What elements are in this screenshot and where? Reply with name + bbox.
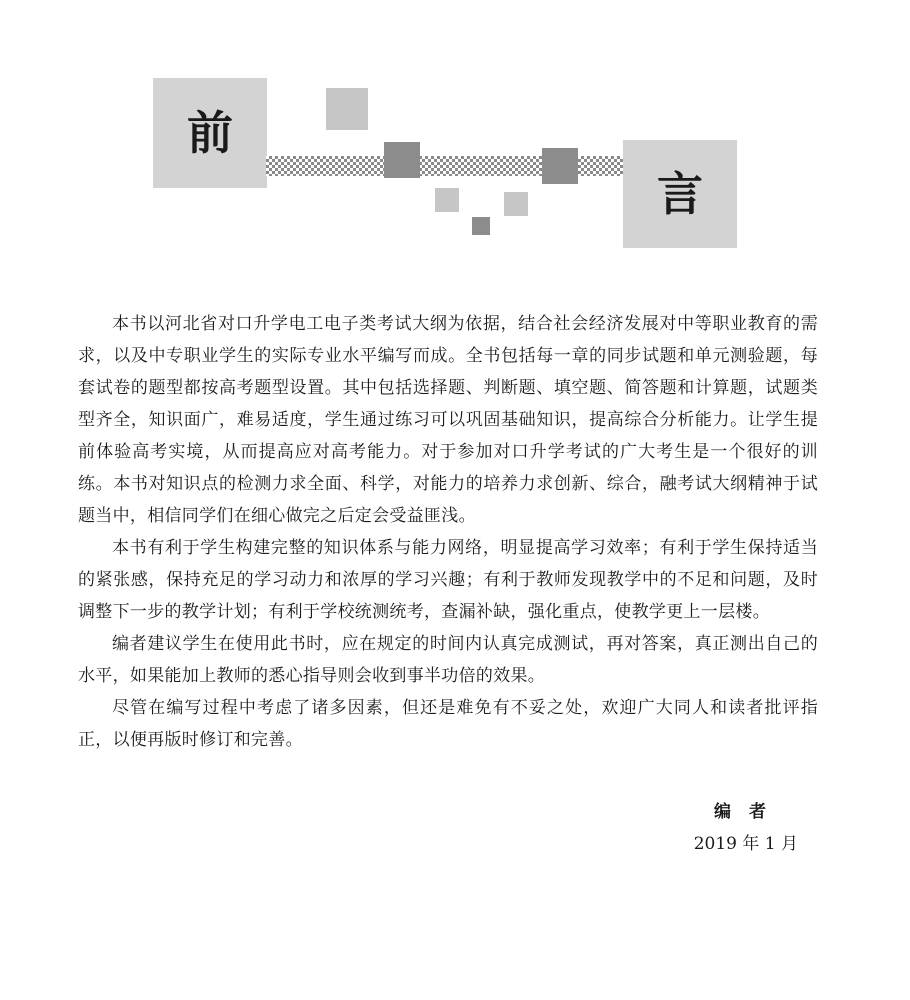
- decor-square: [504, 192, 528, 216]
- decor-square: [384, 142, 420, 178]
- title-char-right: 言: [657, 167, 703, 221]
- preface-body: [78, 308, 818, 756]
- title-box-left: [153, 78, 267, 188]
- paragraph: 本书以河北省对口升学电工电子类考试大纲为依据，结合社会经济发展对中等职业教育的需求，以及中专职业学生的实际专业水平编写而成。全书包括每一章的同步试题和单元测验题，每套试卷的题型都按高考题型设置。其中包括选择题、判断题、填空题、简答题和计算题，试题类型齐全，知识面广，难易适度，学生通过练习可以巩固基础知识，提高综合分析能力。让学生提前体验高考实境，从而提高应对高考能力。对于参加对口升学考试的广大考生是一个很好的训练。本书对知识点的检测力求全面、科学，对能力的培养力求创新、综合，融考试大纲精神于试题当中，相信同学们在细心做完之后定会受益匪浅。: [78, 314, 818, 526]
- decor-square: [435, 188, 459, 212]
- paragraph: 编者建议学生在使用此书时，应在规定的时间内认真完成测试，再对答案，真正测出自己的水平，如果能加上教师的悉心指导则会收到事半功倍的效果。: [78, 634, 818, 686]
- paragraph: 尽管在编写过程中考虑了诸多因素，但还是难免有不妥之处，欢迎广大同人和读者批评指正，以便再版时修订和完善。: [78, 698, 818, 750]
- decor-square: [326, 88, 368, 130]
- title-box-right: [623, 140, 737, 248]
- preface-header: [0, 0, 910, 260]
- author-signature: 编者: [714, 802, 784, 822]
- signature-block: [694, 796, 798, 860]
- title-char-left: 前: [187, 106, 233, 160]
- decor-square: [542, 148, 578, 184]
- signature-date: 2019 年 1 月: [693, 834, 798, 854]
- paragraph: 本书有利于学生构建完整的知识体系与能力网络，明显提高学习效率；有利于学生保持适当的紧张感，保持充足的学习动力和浓厚的学习兴趣；有利于教师发现教学中的不足和问题，及时调整下一步的教学计划；有利于学校统测统考，查漏补缺，强化重点，使教学更上一层楼。: [78, 538, 818, 622]
- decor-square: [472, 217, 490, 235]
